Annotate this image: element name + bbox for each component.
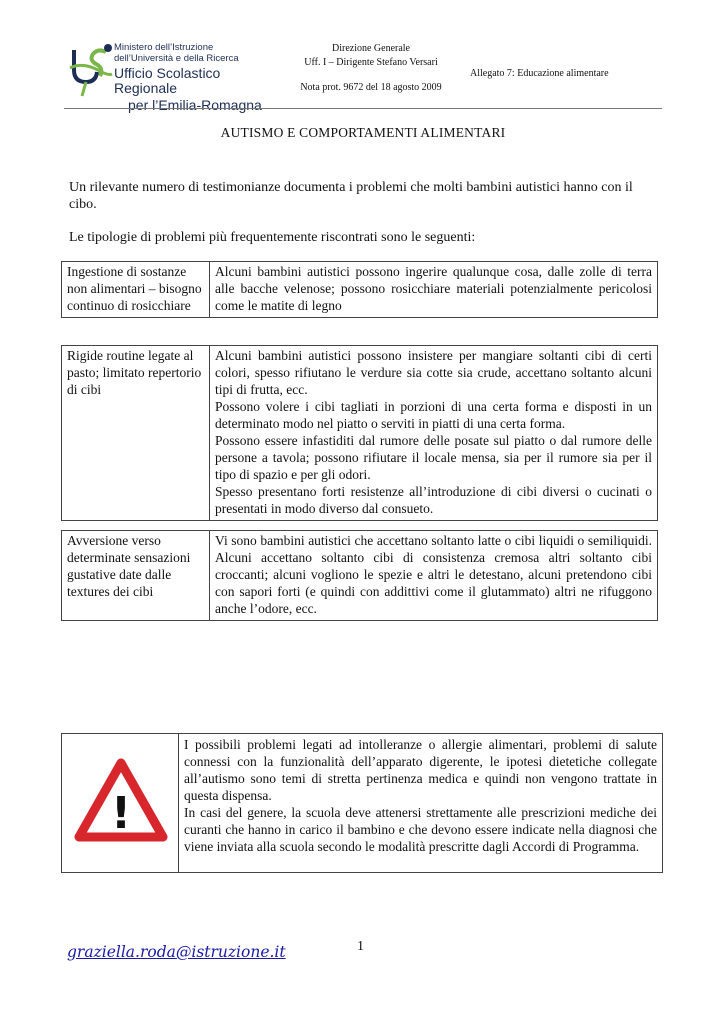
header-divider xyxy=(64,108,662,109)
header-protocol: Nota prot. 9672 del 18 agosto 2009 xyxy=(300,82,442,93)
problem-description xyxy=(210,346,658,521)
intro-paragraph: Un rilevante numero di testimonianze documenta i problemi che molti bambini autistici hanno con il cibo. xyxy=(69,180,633,212)
header-attachment: Allegato 7: Educazione alimentare xyxy=(470,68,609,79)
logo-office-line2: per l’Emilia-Romagna xyxy=(128,97,262,113)
table-row xyxy=(62,531,658,621)
problem-label: Avversione verso determinate sensazioni gustative date dalle textures dei cibi xyxy=(62,531,210,621)
header-direction: Direzione Generale xyxy=(331,43,410,54)
table-row xyxy=(62,734,663,873)
header-office: Uff. I – Dirigente Stefano Versari xyxy=(304,57,438,68)
logo-office-line1: Ufficio Scolastico Regionale xyxy=(114,65,221,96)
problem-label: Ingestione di sostanze non alimentari – bisogno continuo di rosicchiare xyxy=(62,262,210,318)
usr-logo xyxy=(68,40,268,113)
warning-paragraph: In casi del genere, la scuola deve attenersi strettamente alle prescrizioni mediche dei curanti che hanno in carico il bambino e che devono essere indicate nella diagnosi che viene inviata alla scuola secondo le modalità prescritte dagli Accordi di Programma. xyxy=(184,805,657,854)
page-number: 1 xyxy=(357,939,364,954)
problem-label: Rigide routine legate al pasto; limitato repertorio di cibi xyxy=(62,346,210,521)
warning-triangle-icon xyxy=(73,757,169,843)
types-intro-paragraph: Le tipologie di problemi più frequentemente riscontrati sono le seguenti: xyxy=(69,230,476,245)
problem-table-1 xyxy=(61,261,658,318)
page-header xyxy=(64,38,662,113)
document-title: AUTISMO E COMPORTAMENTI ALIMENTARI xyxy=(220,125,506,140)
logo-ministry-line2: dell’Università e della Ricerca xyxy=(114,53,239,64)
warning-text xyxy=(179,734,663,873)
problem-description-part: Spesso presentano forti resistenze all’introduzione di cibi diversi o cucinati o presentati in modo diverso dal consueto. xyxy=(215,484,652,516)
warning-paragraph: I possibili problemi legati ad intolleranze o allergie alimentari, problemi di salute connessi con la funzionalità dell’apparato digerente, le ipotesi dietetiche collegate all’autismo sono temi di stretta pertinenza medica e quindi non vengono trattate in questa dispensa. xyxy=(184,737,657,803)
problem-description-part: Possono volere i cibi tagliati in porzioni di una certa forma e disposti in un determinato modo nel piatto o serviti in piatti di una certa forma. xyxy=(215,399,652,431)
table-row xyxy=(62,346,658,521)
table-row xyxy=(62,262,658,318)
problem-description-part: Possono essere infastiditi dal rumore delle posate sul piatto o dal rumore delle persone a tavola; possono rifiutare il locale mensa, sia per il rumore sia per il tipo di spazio e per gli odori. xyxy=(215,433,652,482)
usr-logo-mark-icon xyxy=(68,40,114,98)
header-direction-block xyxy=(286,42,456,70)
problem-description: Vi sono bambini autistici che accettano soltanto latte o cibi liquidi o semiliquidi. Alcuni accettano soltanto cibi di consistenza cremosa altri soltanto cibi croccanti; alcuni vogliono le spezie e altri le detestano, alcuni pretendono cibi con sapori forti (e quindi con addittivi come il glutammato) altri ne rifuggono anche l’odore, ecc. xyxy=(210,531,658,621)
problem-description: Alcuni bambini autistici possono ingerire qualunque cosa, dalle zolle di terra alle bacche velenose; possono rosicchiare materiali potenzialmente pericolosi come le matite di legno xyxy=(210,262,658,318)
problem-table-2 xyxy=(61,345,658,521)
warning-glyph: ! xyxy=(110,788,132,839)
warning-box xyxy=(61,733,663,873)
problem-description-part: Alcuni bambini autistici possono insistere per mangiare soltanti cibi di certi colori, spesso rifiutano le verdure sia cotte sia crude, accettano soltanto alcuni tipi di frutta, ecc. xyxy=(215,348,652,397)
logo-ministry-line1: Ministero dell’Istruzione xyxy=(114,42,214,53)
footer-email-link[interactable]: graziella.roda@istruzione.it xyxy=(67,943,286,961)
problem-table-3 xyxy=(61,530,658,621)
